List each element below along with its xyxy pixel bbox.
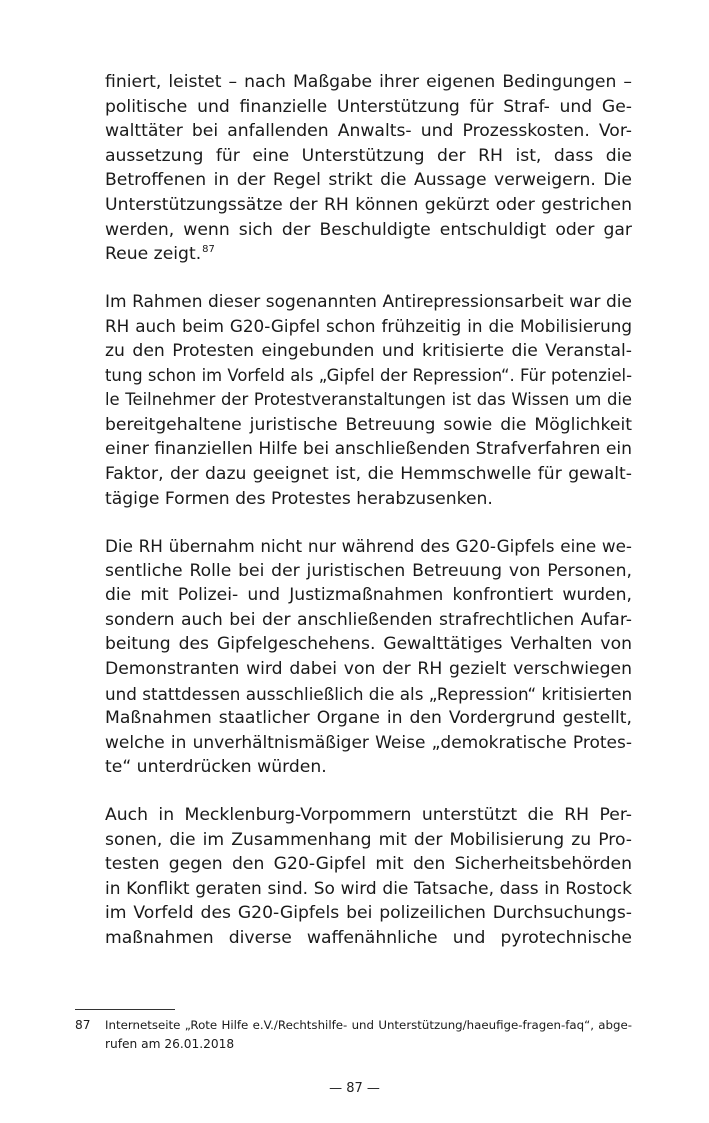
text-line: werden, wenn sich der Beschuldigte entschuldigt oder gar [105, 219, 632, 240]
text-line: te“ unterdrücken würden. [105, 757, 327, 778]
text-line: walttäter bei anfallenden Anwalts- und Prozesskosten. Vor- [105, 121, 632, 142]
text-line: Demonstranten wird dabei von der RH gezielt verschwiegen [105, 659, 632, 680]
text-line: die mit Polizei- und Justizmaßnahmen konfrontiert wurden, [105, 585, 632, 606]
body-text [105, 70, 632, 951]
text-line: testen gegen den G20-Gipfel mit den Sicherheitsbehörden [105, 854, 632, 875]
text-line: Betroffenen in der Regel strikt die Aussage verweigern. Die [105, 170, 632, 191]
text-line: Maßnahmen staatlicher Organe in den Vordergrund gestellt, [105, 708, 632, 729]
text-line: beitung des Gipfelgeschehens. Gewalttätiges Verhalten von [105, 634, 632, 655]
text-line: sondern auch bei der anschließenden strafrechtlichen Aufar- [105, 609, 632, 630]
text-line: politische und finanzielle Unterstützung für Straf- und Ge- [105, 96, 632, 117]
text-line: sonen, die im Zusammenhang mit der Mobilisierung zu Pro- [105, 829, 632, 850]
paragraph-1 [105, 70, 632, 267]
text-line: sentliche Rolle bei der juristischen Betreuung von Personen, [105, 560, 632, 581]
text-line: einer finanziellen Hilfe bei anschließenden Strafverfahren ein [105, 439, 633, 460]
text-line: maßnahmen diverse waffenähnliche und pyrotechnische [105, 928, 632, 948]
text-line: und stattdessen ausschließlich die als „Repression“ kritisierten [105, 683, 633, 704]
text-line: Unterstützungssätze der RH können gekürzt oder gestrichen [105, 194, 632, 215]
paragraph-2 [105, 290, 632, 511]
paragraph-4 [105, 803, 632, 951]
text-line: le Teilnehmer der Protestveranstaltungen ist das Wissen um die [105, 390, 632, 410]
text-line: tägige Formen des Protestes herabzusenken. [105, 488, 493, 509]
footnote-reference[interactable]: 87 [202, 244, 215, 256]
paragraph-gap [105, 511, 632, 534]
footnote-number: 87 [75, 1018, 91, 1032]
text-line: bereitgehaltene juristische Betreuung sowie die Möglichkeit [105, 414, 632, 435]
text-line: zu den Protesten eingebunden und kritisierte die Veranstal- [105, 340, 632, 361]
text-line: RH auch beim G20-Gipfel schon frühzeitig in die Mobilisierung [105, 316, 632, 337]
footnote-line: rufen am 26.01.2018 [105, 1037, 235, 1051]
paragraph-3 [105, 534, 632, 780]
footnote-line: Internetseite „Rote Hilfe e.V./Rechtshilfe- und Unterstützung/haeufige-fragen-faq“, abge- [105, 1018, 632, 1032]
text-line: welche in unverhältnismäßiger Weise „demokratische Protes- [105, 732, 632, 753]
text-line: aussetzung für eine Unterstützung der RH ist, dass die [105, 145, 632, 166]
text-line: Die RH übernahm nicht nur während des G20-Gipfels eine we- [105, 536, 632, 557]
footnote-text [105, 1016, 632, 1054]
text-line: im Vorfeld des G20-Gipfels bei polizeilichen Durchsuchungs- [105, 903, 632, 924]
paragraph-gap [105, 267, 632, 290]
text-line: Im Rahmen dieser sogenannten Antirepressionsarbeit war die [105, 291, 632, 312]
text-line-content: Reue zeigt. [105, 244, 202, 265]
text-line: tung schon im Vorfeld als „Gipfel der Repression“. Für potenziel- [105, 365, 632, 385]
page-number: — 87 — [329, 1081, 380, 1096]
text-line: finiert, leistet – nach Maßgabe ihrer eigenen Bedingungen – [105, 72, 632, 92]
text-line [105, 242, 632, 267]
text-line: Faktor, der dazu geeignet ist, die Hemmschwelle für gewalt- [105, 463, 632, 484]
text-line: in Konflikt geraten sind. So wird die Tatsache, dass in Rostock [105, 878, 632, 899]
text-line: Auch in Mecklenburg-Vorpommern unterstützt die RH Per- [105, 805, 632, 826]
paragraph-gap [105, 780, 632, 803]
footnote-separator [75, 1009, 175, 1010]
